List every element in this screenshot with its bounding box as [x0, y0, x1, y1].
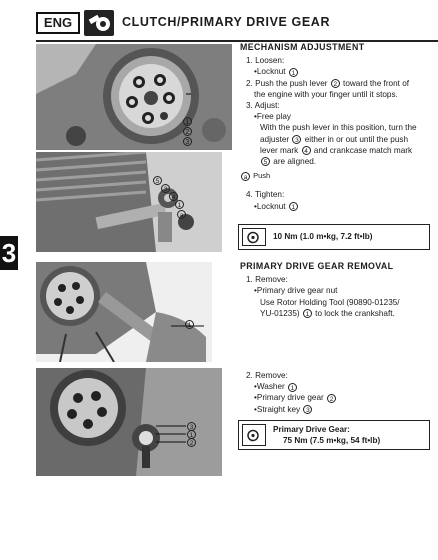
callout-3: 3 [183, 137, 192, 146]
step-item [240, 392, 430, 403]
step-item: •Free play [254, 112, 291, 122]
step-item [240, 201, 430, 212]
photo-rotor-holding-tool [36, 262, 212, 362]
step-text-part: and crankcase match mark [313, 145, 413, 155]
photo-clutch-assembly [36, 44, 232, 150]
step-text-part: lever mark [260, 145, 299, 155]
torque-wrench-icon [242, 228, 266, 246]
mechanism-adjustment-section [240, 42, 430, 212]
section-title: MECHANISM ADJUSTMENT [240, 42, 365, 52]
step-item [240, 404, 430, 415]
step-text: 2. Remove: [246, 371, 288, 380]
ref-number: 4 [302, 146, 311, 155]
legend-letter: a [241, 172, 250, 181]
step-text: Use Rotor Holding Tool (90890-01235/ [260, 297, 400, 307]
step-item [240, 66, 430, 77]
engine-gear-icon [84, 10, 114, 36]
item-label: •Locknut [254, 67, 286, 77]
callout-4: 4 [169, 192, 178, 201]
item-label: •Washer [254, 382, 285, 392]
step-text [240, 78, 430, 89]
torque-value: 75 Nm (7.5 m•kg, 54 ft•lb) [283, 436, 381, 445]
torque-spec-box [238, 420, 430, 450]
ref-number: 3 [303, 405, 312, 414]
step-text-part: are aligned. [273, 157, 317, 167]
callout-1: 1 [185, 320, 194, 329]
section-title: PRIMARY DRIVE GEAR REMOVAL [240, 261, 394, 271]
legend-text: Push [253, 171, 271, 181]
ref-number: 1 [303, 309, 312, 318]
callout-a: a [177, 210, 186, 219]
gear-removal-section [240, 261, 430, 319]
step-text: 4. Tighten: [246, 190, 285, 200]
torque-value: 10 Nm (1.0 m•kg, 7.2 ft•lb) [273, 232, 373, 241]
callout-1: 1 [183, 117, 192, 126]
ref-number: 3 [292, 135, 301, 144]
callout-2: 2 [183, 127, 192, 136]
page-header [36, 8, 436, 38]
gear-removal-step2 [240, 370, 430, 415]
step-text [240, 156, 430, 167]
step-text-part: YU-01235) [260, 308, 300, 318]
callout-2: 2 [187, 438, 196, 447]
step-text-part: toward the front of [343, 78, 410, 88]
step-text-part: adjuster [260, 134, 290, 144]
photo-push-lever [36, 152, 222, 252]
step-text [240, 145, 430, 156]
item-label: •Primary drive gear [254, 393, 324, 403]
step-item [240, 381, 430, 392]
torque-spec-box [238, 224, 430, 250]
legend [240, 170, 430, 181]
ref-number: 5 [261, 157, 270, 166]
torque-title: Primary Drive Gear: [273, 425, 350, 434]
step-text: 1. Loosen: [246, 56, 285, 66]
step-text: 1. Remove: [246, 275, 288, 285]
step-text: the engine with your finger until it stops. [254, 89, 398, 99]
photo-primary-drive-gear [36, 368, 222, 476]
step-text: 3. Adjust: [246, 101, 280, 111]
torque-wrench-icon [242, 424, 266, 446]
step-text-part: 2. Push the push lever [246, 78, 328, 88]
item-label: •Straight key [254, 404, 301, 414]
page-title: CLUTCH/PRIMARY DRIVE GEAR [122, 15, 331, 29]
ref-number: 2 [331, 79, 340, 88]
ref-number: 1 [289, 68, 298, 77]
step-text: With the push lever in this position, turn the [260, 123, 417, 133]
step-text [240, 308, 430, 319]
ref-number: 2 [327, 394, 336, 403]
callout-1: 1 [187, 430, 196, 439]
callout-3: 3 [187, 422, 196, 431]
callout-3: 3 [161, 184, 170, 193]
callout-1: 1 [175, 200, 184, 209]
step-text-part: either in or out until the push [304, 134, 409, 144]
item-label: •Locknut [254, 201, 286, 211]
ref-number: 1 [289, 202, 298, 211]
chapter-tab: 3 [1, 238, 17, 268]
step-item: •Primary drive gear nut [254, 286, 338, 296]
eng-section-label: ENG [36, 12, 80, 34]
step-text-part: to lock the crankshaft. [315, 308, 395, 318]
ref-number: 1 [288, 383, 297, 392]
callout-5: 5 [153, 176, 162, 185]
step-text [240, 134, 430, 145]
